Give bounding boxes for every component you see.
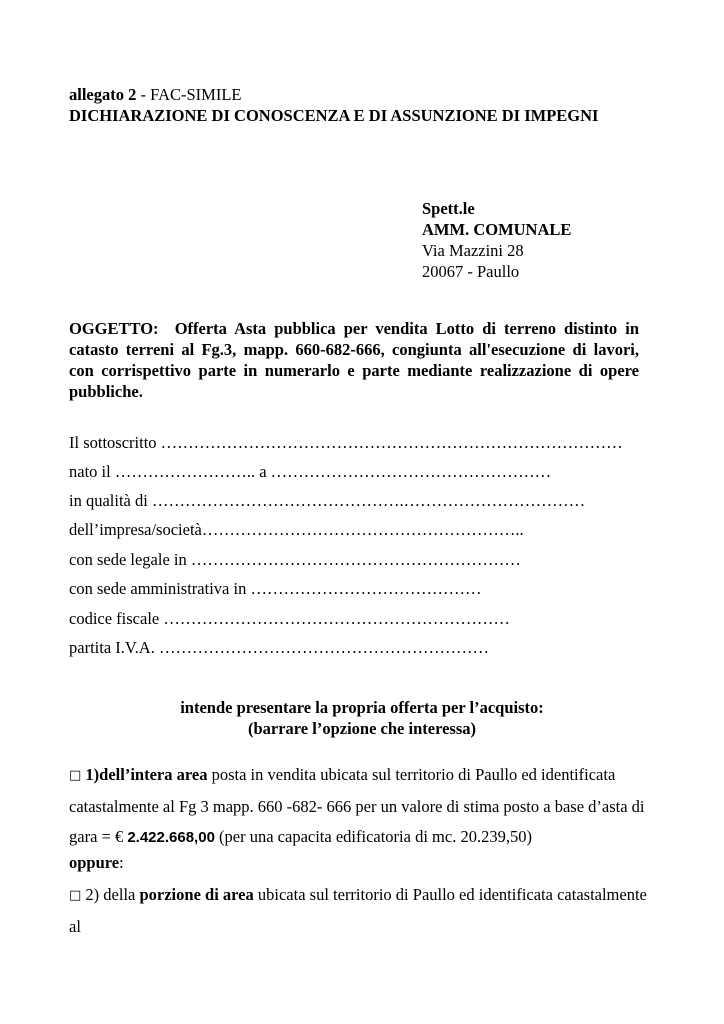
attachment-suffix: - FAC-SIMILE [136, 85, 242, 104]
option-2-label: porzione di area [139, 885, 254, 904]
subject-text: Offerta Asta pubblica per vendita Lotto di terreno distinto in catasto terreni al Fg.3, mapp. 660-682-666, congiunta all'esecuzione di lavori, con corrispettivo parte in numerarlo e parte mediante realizzazione di opere pubbliche. [69, 319, 640, 401]
option-2-checkbox[interactable]: □ [69, 888, 82, 903]
field-partita-iva: partita I.V.A. …………………………………………………… [69, 638, 489, 657]
option-2-paragraph [69, 880, 659, 942]
recipient-street: Via Mazzini 28 [422, 241, 524, 260]
option-1-text: posta in vendita ubicata sul territorio di Paullo ed identificata catastalmente al Fg 3 mapp. 660 -682- 666 per un valore di stima posto a base d’asta di gara = € [69, 765, 645, 846]
field-codice-fiscale: codice fiscale ……………………………………………………… [69, 609, 510, 628]
field-impresa: dell’impresa/società………………………………………………….. [69, 520, 524, 539]
option-2-text: ubicata sul territorio di Paullo ed identificata catastalmente al [69, 885, 647, 936]
field-sottoscritto: Il sottoscritto ………………………………………………………………………… [69, 433, 623, 452]
intent-line1: intende presentare la propria offerta per l’acquisto: [180, 698, 544, 717]
option-1-number: 1) [81, 765, 100, 784]
field-nato: nato il …………………….. a …………………………………………… [69, 462, 552, 481]
option-1-label: dell’intera area [99, 765, 208, 784]
field-sede-legale: con sede legale in …………………………………………………… [69, 550, 521, 569]
subject-label: OGGETTO: [69, 319, 159, 338]
option-1-price: 2.422.668,00 [127, 829, 215, 846]
option-1-paragraph [69, 760, 659, 853]
recipient-city: 20067 - Paullo [422, 262, 520, 281]
intent-heading [69, 697, 655, 739]
option-1-text-2: (per una capacita edificatoria di mc. 20.239,50) [214, 827, 532, 846]
recipient-name: AMM. COMUNALE [422, 220, 572, 239]
subject-paragraph [69, 318, 639, 402]
oppure-colon: : [119, 853, 124, 872]
intent-line2: (barrare l’opzione che interessa) [247, 719, 477, 738]
option-1-checkbox[interactable]: □ [69, 768, 82, 783]
field-sede-amministrativa: con sede amministrativa in …………………………………… [69, 579, 482, 598]
attachment-line [69, 85, 241, 105]
recipient-address [422, 198, 571, 282]
option-2-number: 2) della [81, 885, 140, 904]
document-title: DICHIARAZIONE DI CONOSCENZA E DI ASSUNZIONE DI IMPEGNI [69, 106, 599, 125]
attachment-label: allegato 2 [69, 85, 137, 104]
recipient-salutation: Spett.le [422, 199, 475, 218]
oppure-line [69, 853, 124, 873]
field-qualita: in qualità di ……………………………………….…………………………… [69, 491, 586, 510]
oppure-word: oppure [69, 853, 120, 872]
